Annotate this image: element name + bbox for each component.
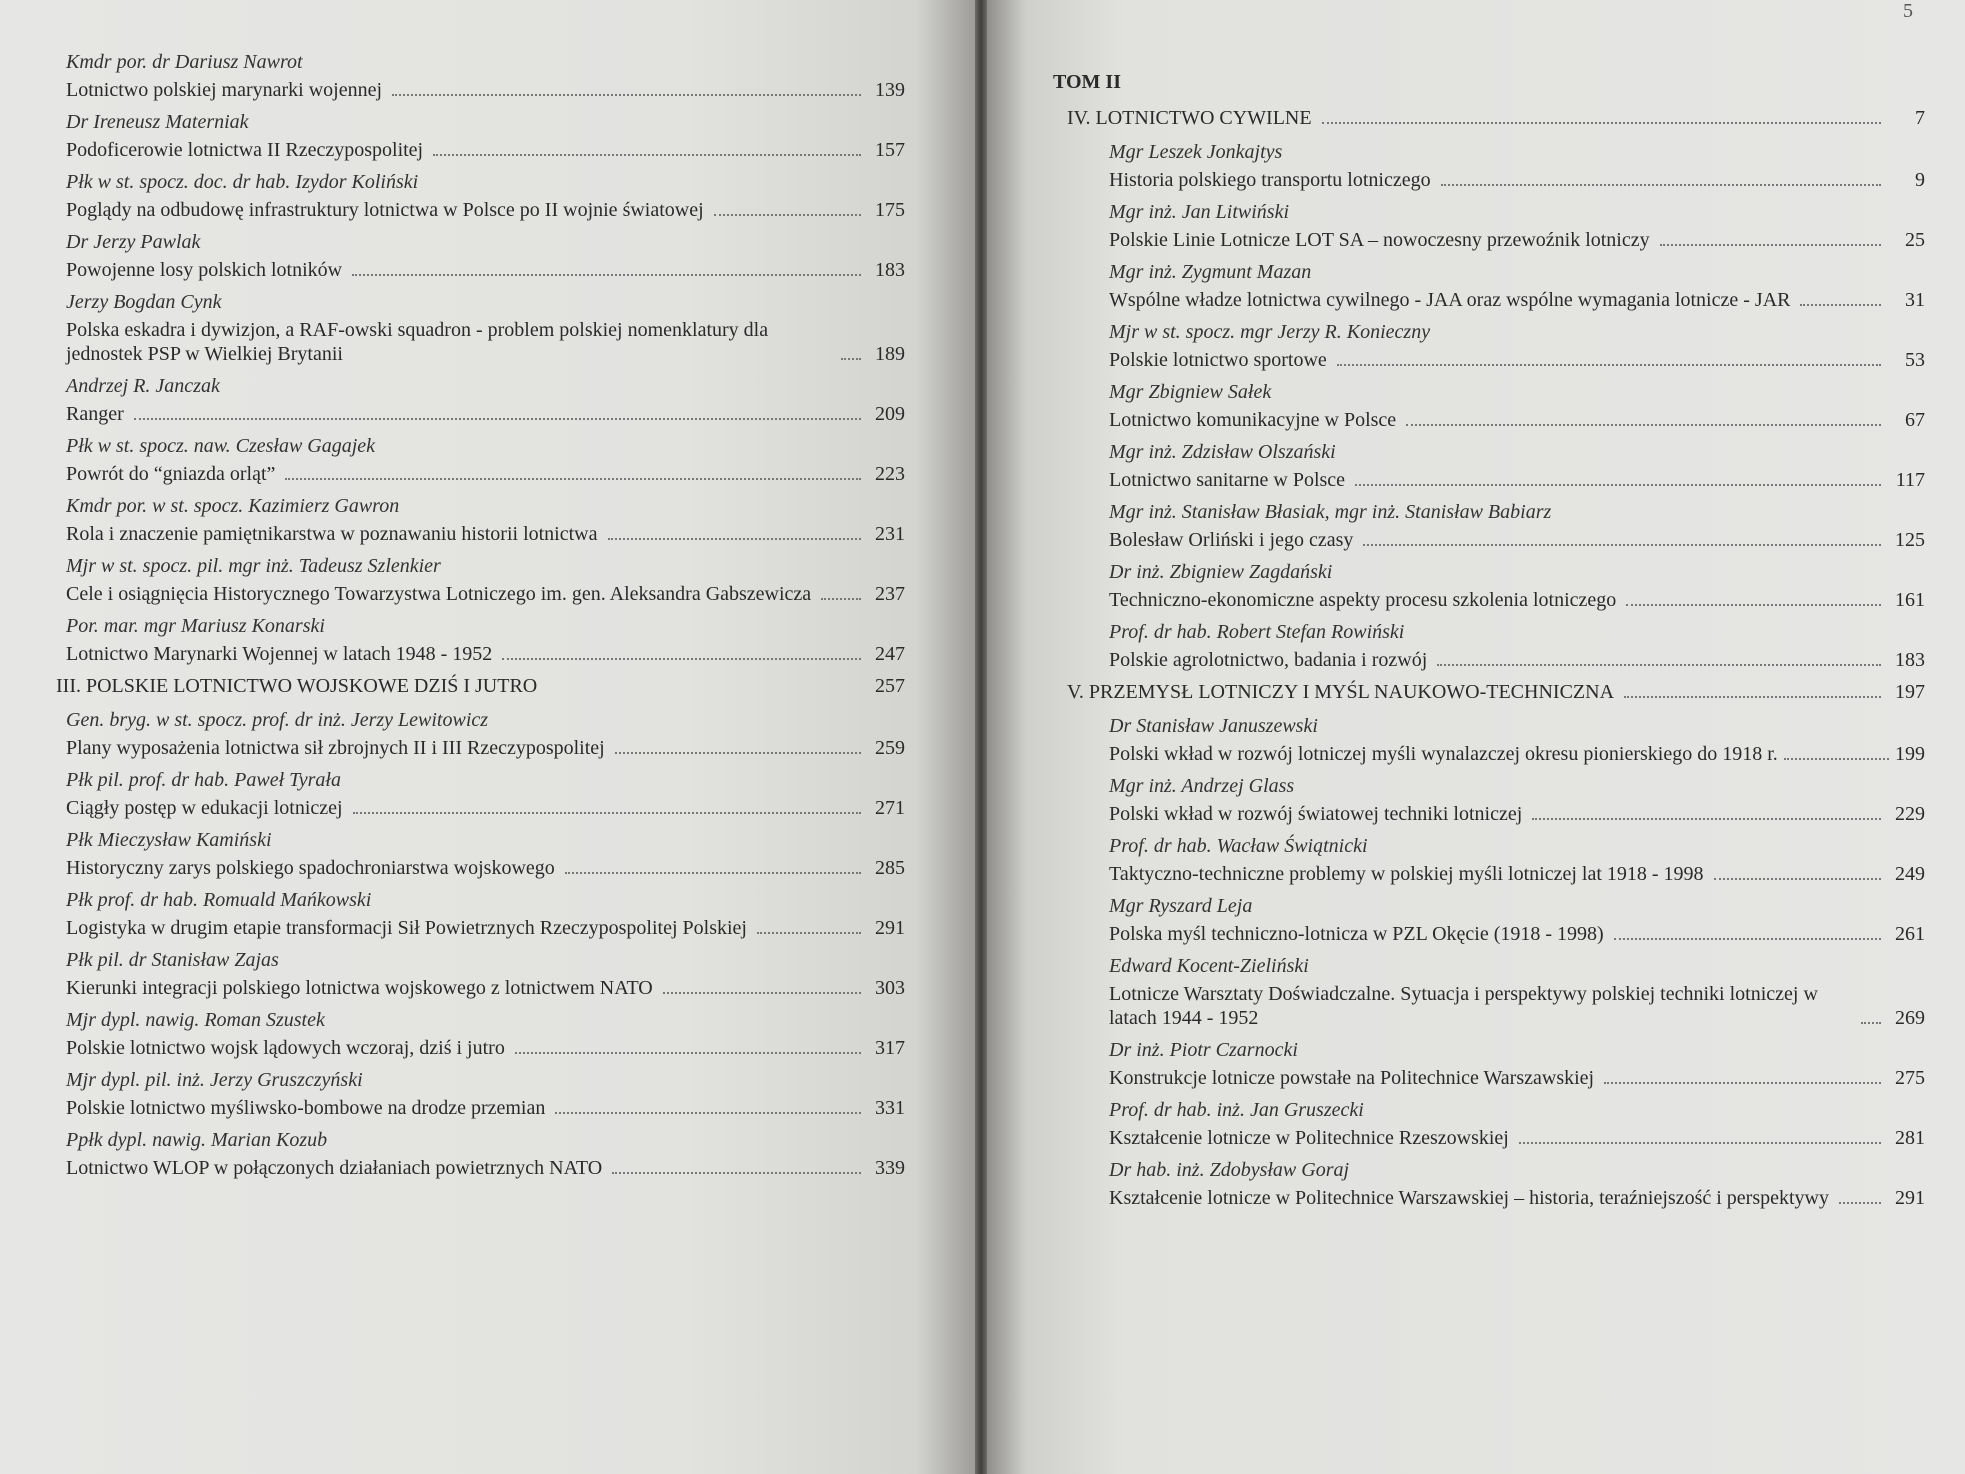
entry-row (66, 916, 905, 940)
left-toc (0, 50, 975, 1188)
entry-page: 331 (875, 1097, 905, 1119)
entry-title: Lotnictwo komunikacyjne w Polsce (1109, 409, 1397, 431)
toc-entry (1109, 714, 1925, 766)
entry-row (66, 402, 905, 426)
entry-title: Rola i znaczenie pamiętnikarstwa w poznawaniu historii lotnictwa (66, 523, 598, 545)
entry-author: Płk w st. spocz. doc. dr hab. Izydor Koliński (66, 171, 419, 193)
toc-entry (1109, 380, 1925, 432)
toc-entry (66, 828, 905, 880)
entry-author: Płk pil. prof. dr hab. Paweł Tyrała (66, 769, 341, 791)
entry-row (66, 976, 905, 1000)
leader-dots (1441, 184, 1881, 186)
entry-author: Płk w st. spocz. naw. Czesław Gagajek (66, 435, 376, 457)
leader-dots (392, 94, 861, 96)
entry-title: Lotnictwo Marynarki Wojennej w latach 1948 - 1952 (66, 643, 493, 665)
leader-dots (1322, 122, 1881, 124)
entry-page: 271 (875, 797, 905, 819)
toc-entry (66, 110, 905, 162)
entry-row (66, 258, 905, 282)
entry-page: 339 (875, 1157, 905, 1179)
entry-title: Powrót do “gniazda orląt” (66, 463, 276, 485)
section-title: III. POLSKIE LOTNICTWO WOJSKOWE DZIŚ I JUTRO (56, 675, 538, 697)
entry-page: 223 (875, 463, 905, 485)
entry-title: Polski wkład w rozwój lotniczej myśli wynalazczej okresu pionierskiego do 1918 r. (1109, 743, 1778, 765)
entry-author: Mjr w st. spocz. pil. mgr inż. Tadeusz Szlenkier (66, 555, 441, 577)
entry-title: Kształcenie lotnicze w Politechnice Warszawskiej – historia, teraźniejszość i perspektywy (1109, 1187, 1829, 1209)
entry-author: Mjr dypl. nawig. Roman Szustek (66, 1009, 325, 1031)
leader-dots (1624, 696, 1881, 698)
entry-page: 175 (875, 199, 905, 221)
entry-author: Dr inż. Zbigniew Zagdański (1109, 561, 1333, 583)
entry-author: Mgr Zbigniew Sałek (1109, 381, 1272, 403)
leader-dots (515, 1052, 861, 1054)
entry-page: 261 (1895, 923, 1925, 945)
entry-title: Powojenne losy polskich lotników (66, 259, 343, 281)
entry-row (1109, 742, 1925, 766)
leader-dots (1437, 664, 1881, 666)
entry-author: Mgr Ryszard Leja (1109, 895, 1253, 917)
entry-page: 25 (1905, 229, 1925, 251)
entry-author: Dr Ireneusz Materniak (66, 111, 249, 133)
toc-entry (1109, 620, 1925, 672)
section-page: 257 (875, 675, 905, 697)
entry-author: Prof. dr hab. Wacław Świątnicki (1109, 835, 1368, 857)
toc-entry (1109, 560, 1925, 612)
entry-page: 249 (1895, 863, 1925, 885)
toc-entry (66, 434, 905, 486)
leader-dots (1784, 758, 1889, 760)
entry-row (66, 856, 905, 880)
entry-author: Mgr Leszek Jonkajtys (1109, 141, 1283, 163)
entry-title: Polska eskadra i dywizjon, a RAF-owski squadron - problem polskiej nomenklatury dla jednostek PSP w Wielkiej Brytanii (66, 319, 769, 365)
entry-page: 285 (875, 857, 905, 879)
entry-title: Lotnictwo polskiej marynarki wojennej (66, 79, 383, 101)
entry-title: Cele i osiągnięcia Historycznego Towarzystwa Lotniczego im. gen. Aleksandra Gabszewicza (66, 583, 812, 605)
entry-row (1109, 1186, 1925, 1210)
entry-row (66, 78, 905, 102)
entry-page: 183 (875, 259, 905, 281)
entry-row (66, 796, 905, 820)
toc-entry (66, 1008, 905, 1060)
leader-dots (353, 812, 861, 814)
entry-row (1109, 168, 1925, 192)
section-heading-v (1067, 680, 1925, 704)
leader-dots (608, 538, 862, 540)
leader-dots (1800, 304, 1881, 306)
leader-dots (757, 932, 861, 934)
entry-author: Dr hab. inż. Zdobysław Goraj (1109, 1159, 1350, 1181)
toc-entry (66, 888, 905, 940)
leader-dots (1604, 1082, 1881, 1084)
entry-page: 291 (875, 917, 905, 939)
leader-dots (1839, 1202, 1881, 1204)
toc-entry (66, 768, 905, 820)
entry-title: Podoficerowie lotnictwa II Rzeczypospolitej (66, 139, 424, 161)
entry-row (66, 1096, 905, 1120)
entry-title: Polskie agrolotnictwo, badania i rozwój (1109, 649, 1428, 671)
leader-dots (714, 214, 861, 216)
toc-entry (1109, 834, 1925, 886)
entry-page: 67 (1905, 409, 1925, 431)
leader-dots (1614, 938, 1881, 940)
entry-row (66, 1156, 905, 1180)
toc-entry (66, 50, 905, 102)
leader-dots (1355, 484, 1881, 486)
entry-page: 275 (1895, 1067, 1925, 1089)
entry-page: 291 (1895, 1187, 1925, 1209)
entry-page: 237 (875, 583, 905, 605)
entry-row (66, 138, 905, 162)
entry-row (1109, 1066, 1925, 1090)
entry-page: 209 (875, 403, 905, 425)
right-page (987, 0, 1965, 1474)
entry-page: 183 (1895, 649, 1925, 671)
entry-row (66, 198, 905, 222)
toc-entry (1109, 1158, 1925, 1210)
entry-page: 281 (1895, 1127, 1925, 1149)
leader-dots (285, 478, 861, 480)
toc-entry (66, 614, 905, 666)
left-page (0, 0, 975, 1474)
entry-page: 31 (1905, 289, 1925, 311)
leader-dots (1861, 1022, 1881, 1024)
section-page: 197 (1895, 681, 1925, 703)
entry-page: 157 (875, 139, 905, 161)
entry-title: Lotnictwo WLOP w połączonych działaniach powietrznych NATO (66, 1157, 603, 1179)
toc-entry (66, 494, 905, 546)
entry-row (1109, 228, 1925, 252)
page-number: 5 (1903, 0, 1913, 22)
entry-page: 9 (1915, 169, 1925, 191)
entry-title: Kierunki integracji polskiego lotnictwa wojskowego z lotnictwem NATO (66, 977, 653, 999)
entry-author: Edward Kocent-Zieliński (1109, 955, 1309, 977)
toc-entry (1109, 440, 1925, 492)
entry-title: Polskie lotnictwo myśliwsko-bombowe na drodze przemian (66, 1097, 546, 1119)
toc-entry (66, 554, 905, 606)
entry-row (66, 736, 905, 760)
toc-entry (66, 1128, 905, 1180)
toc-entry (1109, 200, 1925, 252)
entry-row (1109, 862, 1925, 886)
section-heading-iv (1067, 106, 1925, 130)
entry-author: Andrzej R. Janczak (66, 375, 220, 397)
entry-page: 117 (1895, 469, 1925, 491)
entry-author: Dr Stanisław Januszewski (1109, 715, 1318, 737)
toc-entry (66, 948, 905, 1000)
toc-entry (1109, 1038, 1925, 1090)
leader-dots (433, 154, 861, 156)
entry-title: Polskie Linie Lotnicze LOT SA – nowoczesny przewoźnik lotniczy (1109, 229, 1650, 251)
entry-author: Kmdr por. dr Dariusz Nawrot (66, 51, 303, 73)
entry-page: 317 (875, 1037, 905, 1059)
entry-title: Ciągły postęp w edukacji lotniczej (66, 797, 343, 819)
entry-author: Mjr w st. spocz. mgr Jerzy R. Konieczny (1109, 321, 1431, 343)
entry-title: Taktyczno-techniczne problemy w polskiej myśli lotniczej lat 1918 - 1998 (1109, 863, 1704, 885)
section-heading-iii (56, 674, 905, 698)
entry-title: Historyczny zarys polskiego spadochroniarstwa wojskowego (66, 857, 555, 879)
entry-author: Mgr inż. Jan Litwiński (1109, 201, 1290, 223)
entry-page: 303 (875, 977, 905, 999)
entry-author: Dr Jerzy Pawlak (66, 231, 201, 253)
entry-title: Historia polskiego transportu lotniczego (1109, 169, 1431, 191)
entry-page: 269 (1895, 1007, 1925, 1029)
entry-page: 229 (1895, 803, 1925, 825)
entry-page: 231 (875, 523, 905, 545)
entry-author: Prof. dr hab. inż. Jan Gruszecki (1109, 1099, 1364, 1121)
entry-row (66, 1036, 905, 1060)
entry-row (1109, 982, 1925, 1030)
entry-author: Dr inż. Piotr Czarnocki (1109, 1039, 1298, 1061)
entry-title: Techniczno-ekonomiczne aspekty procesu szkolenia lotniczego (1109, 589, 1617, 611)
leader-dots (555, 1112, 861, 1114)
book-gutter (975, 0, 987, 1474)
toc-entry (1109, 894, 1925, 946)
entry-author: Ppłk dypl. nawig. Marian Kozub (66, 1129, 328, 1151)
leader-dots (1406, 424, 1881, 426)
toc-entry (1109, 774, 1925, 826)
entry-author: Mgr inż. Zdzisław Olszański (1109, 441, 1336, 463)
entry-title: Konstrukcje lotnicze powstałe na Politechnice Warszawskiej (1109, 1067, 1595, 1089)
toc-entry (66, 374, 905, 426)
entry-title: Ranger (66, 403, 124, 425)
entry-page: 125 (1895, 529, 1925, 551)
entry-row (1109, 1126, 1925, 1150)
entry-row (1109, 802, 1925, 826)
leader-dots (352, 274, 861, 276)
entry-author: Płk prof. dr hab. Romuald Mańkowski (66, 889, 372, 911)
entry-title: Polski wkład w rozwój światowej techniki lotniczej (1109, 803, 1523, 825)
entry-title: Logistyka w drugim etapie transformacji Sił Powietrznych Rzeczypospolitej Polskiej (66, 917, 747, 939)
toc-entry (1109, 500, 1925, 552)
entry-title: Polskie lotnictwo sportowe (1109, 349, 1327, 371)
entry-row (1109, 288, 1925, 312)
entry-row (1109, 468, 1925, 492)
leader-dots (502, 658, 861, 660)
volume-heading: TOM II (1053, 71, 1121, 93)
entry-title: Polskie lotnictwo wojsk lądowych wczoraj, dziś i jutro (66, 1037, 505, 1059)
leader-dots (1626, 604, 1881, 606)
entry-author: Mgr inż. Zygmunt Mazan (1109, 261, 1312, 283)
entry-author: Gen. bryg. w st. spocz. prof. dr inż. Jerzy Lewitowicz (66, 709, 489, 731)
entry-row (1109, 408, 1925, 432)
entry-author: Mgr inż. Andrzej Glass (1109, 775, 1295, 797)
leader-dots (841, 358, 861, 360)
entry-author: Płk pil. dr Stanisław Zajas (66, 949, 279, 971)
entry-title: Kształcenie lotnicze w Politechnice Rzeszowskiej (1109, 1127, 1509, 1149)
entry-author: Mjr dypl. pil. inż. Jerzy Gruszczyński (66, 1069, 363, 1091)
leader-dots (565, 872, 861, 874)
leader-dots (1532, 818, 1881, 820)
entry-title: Lotnictwo sanitarne w Polsce (1109, 469, 1346, 491)
entry-page: 247 (875, 643, 905, 665)
entry-title: Plany wyposażenia lotnictwa sił zbrojnych II i III Rzeczypospolitej (66, 737, 605, 759)
toc-entry (1109, 320, 1925, 372)
leader-dots (1519, 1142, 1881, 1144)
entry-row (1109, 588, 1925, 612)
leader-dots (821, 598, 861, 600)
entry-title: Lotnicze Warsztaty Doświadczalne. Sytuacja i perspektywy polskiej techniki lotniczej w latach 1944 - 1952 (1109, 983, 1818, 1029)
entry-title: Poglądy na odbudowę infrastruktury lotnictwa w Polsce po II wojnie światowej (66, 199, 704, 221)
leader-dots (615, 752, 861, 754)
entry-row (1109, 648, 1925, 672)
entry-title: Wspólne władze lotnictwa cywilnego - JAA oraz wspólne wymagania lotnicze - JAR (1109, 289, 1791, 311)
leader-dots (1714, 878, 1881, 880)
toc-entry (66, 230, 905, 282)
entry-page: 161 (1895, 589, 1925, 611)
leader-dots (134, 418, 861, 420)
leader-dots (1363, 544, 1881, 546)
toc-entry (1109, 1098, 1925, 1150)
entry-page: 53 (1905, 349, 1925, 371)
toc-entry (1109, 260, 1925, 312)
toc-entry (66, 170, 905, 222)
section-page: 7 (1915, 107, 1925, 129)
entry-row (66, 318, 905, 366)
entry-page: 199 (1895, 743, 1925, 765)
leader-dots (1337, 364, 1881, 366)
entry-row (66, 642, 905, 666)
entry-author: Płk Mieczysław Kamiński (66, 829, 272, 851)
entry-page: 139 (875, 79, 905, 101)
entry-row (1109, 348, 1925, 372)
entry-page: 189 (875, 343, 905, 365)
section-title: V. PRZEMYSŁ LOTNICZY I MYŚL NAUKOWO-TECHNICZNA (1067, 681, 1615, 703)
leader-dots (663, 992, 861, 994)
leader-dots (612, 1172, 861, 1174)
entry-row (1109, 922, 1925, 946)
entry-author: Kmdr por. w st. spocz. Kazimierz Gawron (66, 495, 400, 517)
section-title: IV. LOTNICTWO CYWILNE (1067, 107, 1312, 129)
entry-title: Bolesław Orliński i jego czasy (1109, 529, 1354, 551)
toc-entry (1109, 140, 1925, 192)
entry-author: Jerzy Bogdan Cynk (66, 291, 222, 313)
entry-row (1109, 528, 1925, 552)
toc-entry (66, 290, 905, 366)
toc-entry (1109, 954, 1925, 1030)
right-toc (987, 70, 1965, 1218)
toc-entry (66, 708, 905, 760)
entry-title: Polska myśl techniczno-lotnicza w PZL Okęcie (1918 - 1998) (1109, 923, 1604, 945)
leader-dots (1660, 244, 1881, 246)
entry-row (66, 462, 905, 486)
entry-author: Prof. dr hab. Robert Stefan Rowiński (1109, 621, 1405, 643)
entry-row (66, 582, 905, 606)
entry-author: Por. mar. mgr Mariusz Konarski (66, 615, 325, 637)
entry-page: 259 (875, 737, 905, 759)
entry-row (66, 522, 905, 546)
toc-entry (66, 1068, 905, 1120)
entry-author: Mgr inż. Stanisław Błasiak, mgr inż. Stanisław Babiarz (1109, 501, 1552, 523)
